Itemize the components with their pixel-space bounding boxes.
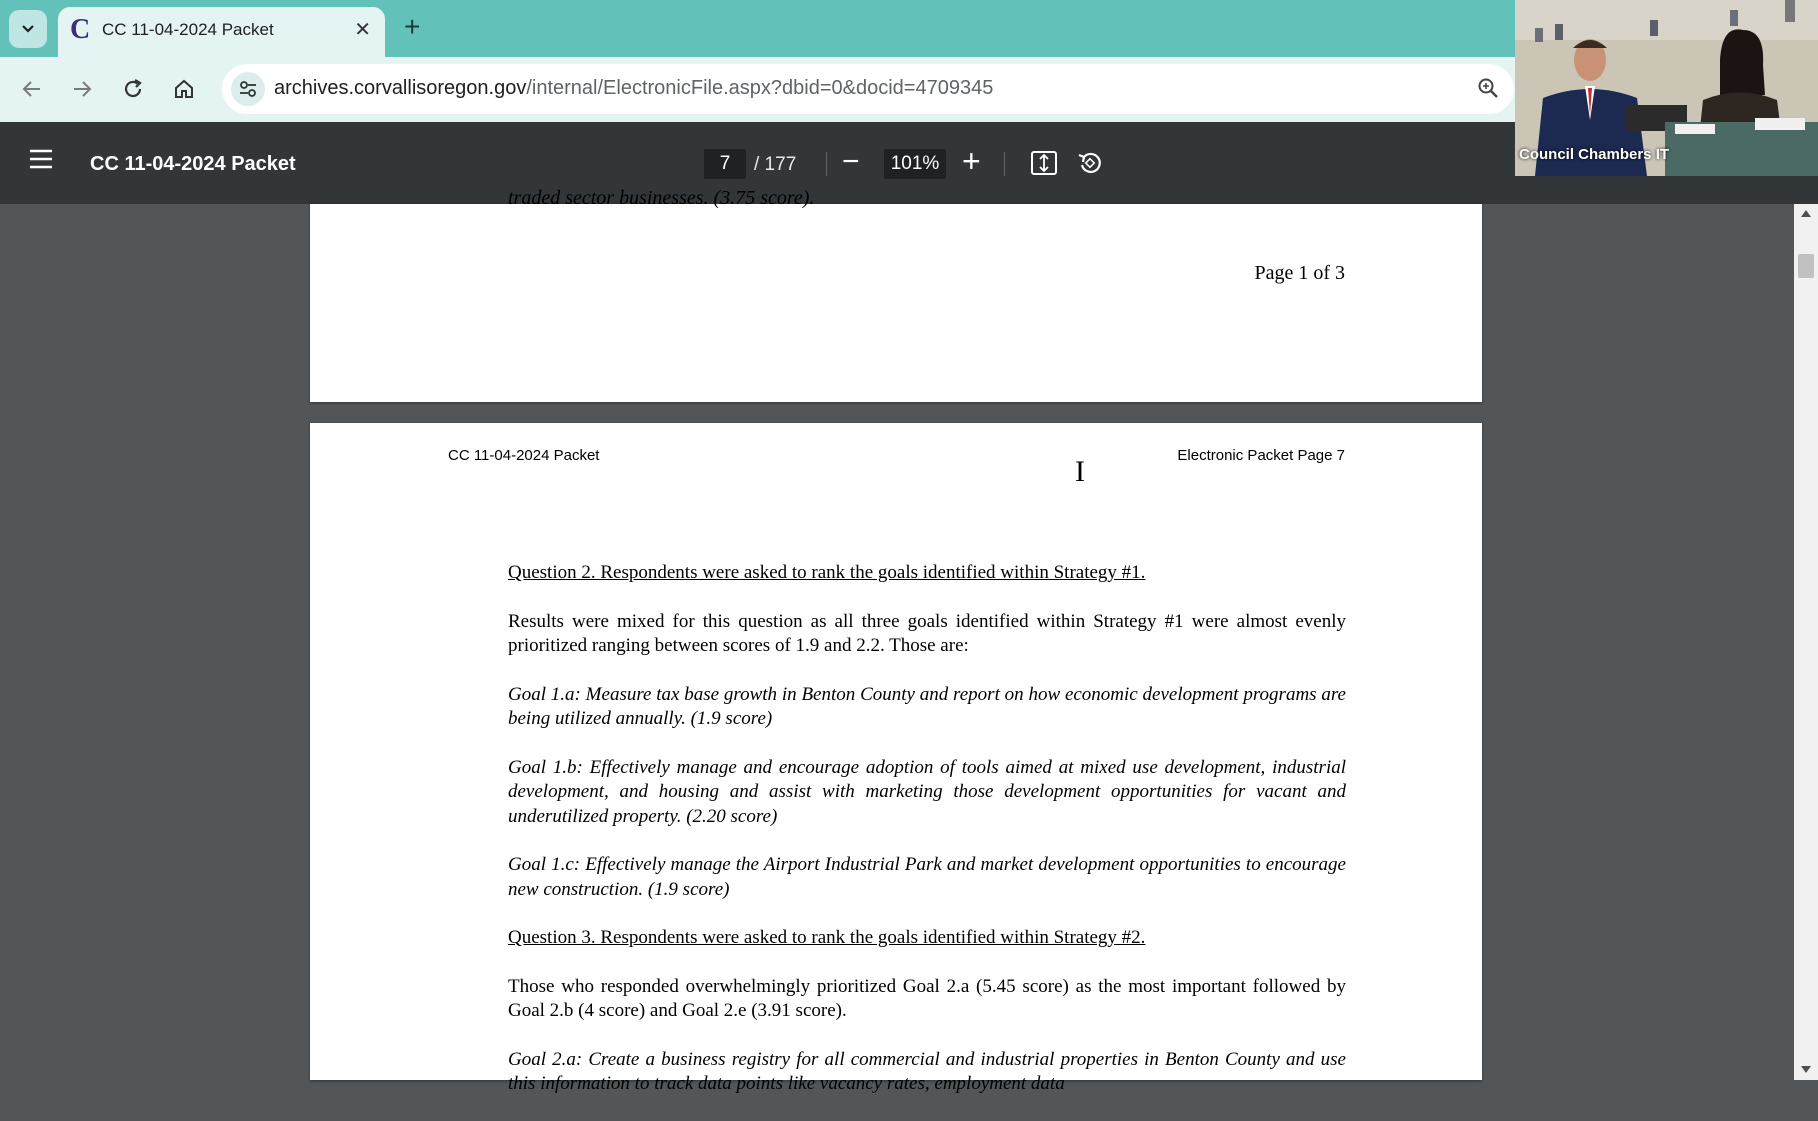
url-text[interactable] — [274, 77, 993, 100]
zoom-out-button[interactable]: − — [842, 145, 860, 178]
toolbar-divider — [826, 152, 827, 176]
question-3-results: Those who responded overwhelmingly prioritized Goal 2.a (5.45 score) as the most important followed by Goal 2.b (4 score) and Goal 2.e (3.91 score). — [508, 975, 1346, 1021]
viewer-menu-button[interactable] — [28, 148, 54, 175]
hamburger-menu-icon — [28, 148, 54, 170]
site-favicon-icon: C — [70, 14, 91, 45]
back-button[interactable] — [14, 71, 50, 107]
home-button[interactable] — [166, 71, 202, 107]
page-of-label: Page 1 of 3 — [1254, 262, 1345, 284]
rotate-counterclockwise-icon — [1076, 149, 1104, 177]
forward-arrow-icon — [71, 78, 93, 100]
question-2-heading: Question 2. Respondents were asked to rank the goals identified within Strategy #1. — [508, 562, 1146, 583]
page-number-input[interactable]: 7 — [704, 149, 746, 179]
scroll-down-arrow-icon[interactable] — [1801, 1066, 1811, 1073]
zoom-level-input[interactable]: 101% — [884, 149, 946, 179]
url-host: archives.corvallisoregon.gov — [274, 77, 527, 99]
forward-button[interactable] — [64, 71, 100, 107]
site-info-button[interactable] — [231, 72, 265, 106]
reload-icon — [122, 78, 144, 100]
url-path: /internal/ElectronicFile.aspx?dbid=0&docid=4709345 — [526, 77, 994, 99]
close-tab-icon[interactable]: ✕ — [354, 19, 371, 41]
question-2-results: Results were mixed for this question as all three goals identified within Strategy #1 were almost evenly prioritized ranging between scores of 1.9 and 2.2. Those are: — [508, 610, 1346, 656]
tab-title: CC 11-04-2024 Packet — [102, 20, 274, 39]
goal-1b: Goal 1.b: Effectively manage and encourage adoption of tools aimed at mixed use development, industrial development, and housing and assist with marketing those development opportunities for vacant and underutilized property. (2.20 score) — [508, 756, 1346, 827]
fit-to-page-button[interactable] — [1030, 150, 1058, 181]
goal-2a: Goal 2.a: Create a business registry for all commercial and industrial properties in Benton County and use this information to track data points like vacancy rates, employment data — [508, 1048, 1346, 1094]
page-header-right: Electronic Packet Page 7 — [1177, 447, 1345, 464]
vertical-scrollbar[interactable] — [1794, 204, 1818, 1080]
scrollbar-thumb[interactable] — [1798, 254, 1814, 278]
text-cursor-icon: I — [1075, 455, 1085, 488]
previous-page-cut-text: traded sector businesses. (3.75 score). — [508, 187, 815, 209]
page-header-left: CC 11-04-2024 Packet — [448, 447, 600, 464]
video-overlay — [1515, 0, 1818, 176]
tab-search-button[interactable] — [9, 10, 47, 48]
page-body — [508, 561, 1346, 1121]
zoom-in-button[interactable]: + — [962, 143, 981, 179]
toolbar-divider — [1004, 152, 1005, 176]
goal-1c: Goal 1.c: Effectively manage the Airport Industrial Park and market development opportunities to encourage new construction. (1.9 score) — [508, 854, 1346, 900]
rotate-button[interactable] — [1076, 149, 1104, 182]
new-tab-button[interactable]: + — [404, 11, 421, 42]
reload-button[interactable] — [115, 71, 151, 107]
question-3-heading: Question 3. Respondents were asked to rank the goals identified within Strategy #2. — [508, 927, 1146, 948]
chevron-down-icon — [21, 24, 35, 34]
page-total: / 177 — [754, 154, 797, 175]
pdf-page-previous — [310, 187, 1482, 402]
pdf-page-current — [310, 423, 1482, 1094]
tune-icon — [238, 80, 258, 98]
goal-1a: Goal 1.a: Measure tax base growth in Benton County and report on how economic development programs are being utilized annually. (1.9 score) — [508, 683, 1346, 729]
browser-tab[interactable] — [58, 7, 385, 57]
document-title: CC 11-04-2024 Packet — [90, 153, 296, 175]
scroll-up-arrow-icon[interactable] — [1801, 210, 1811, 217]
camera-label: Council Chambers IT — [1519, 146, 1670, 163]
address-bar[interactable] — [222, 64, 1514, 114]
fit-page-icon — [1030, 150, 1058, 176]
back-arrow-icon — [21, 78, 43, 100]
home-icon — [173, 78, 195, 100]
page-zoom-icon[interactable] — [1476, 76, 1500, 105]
